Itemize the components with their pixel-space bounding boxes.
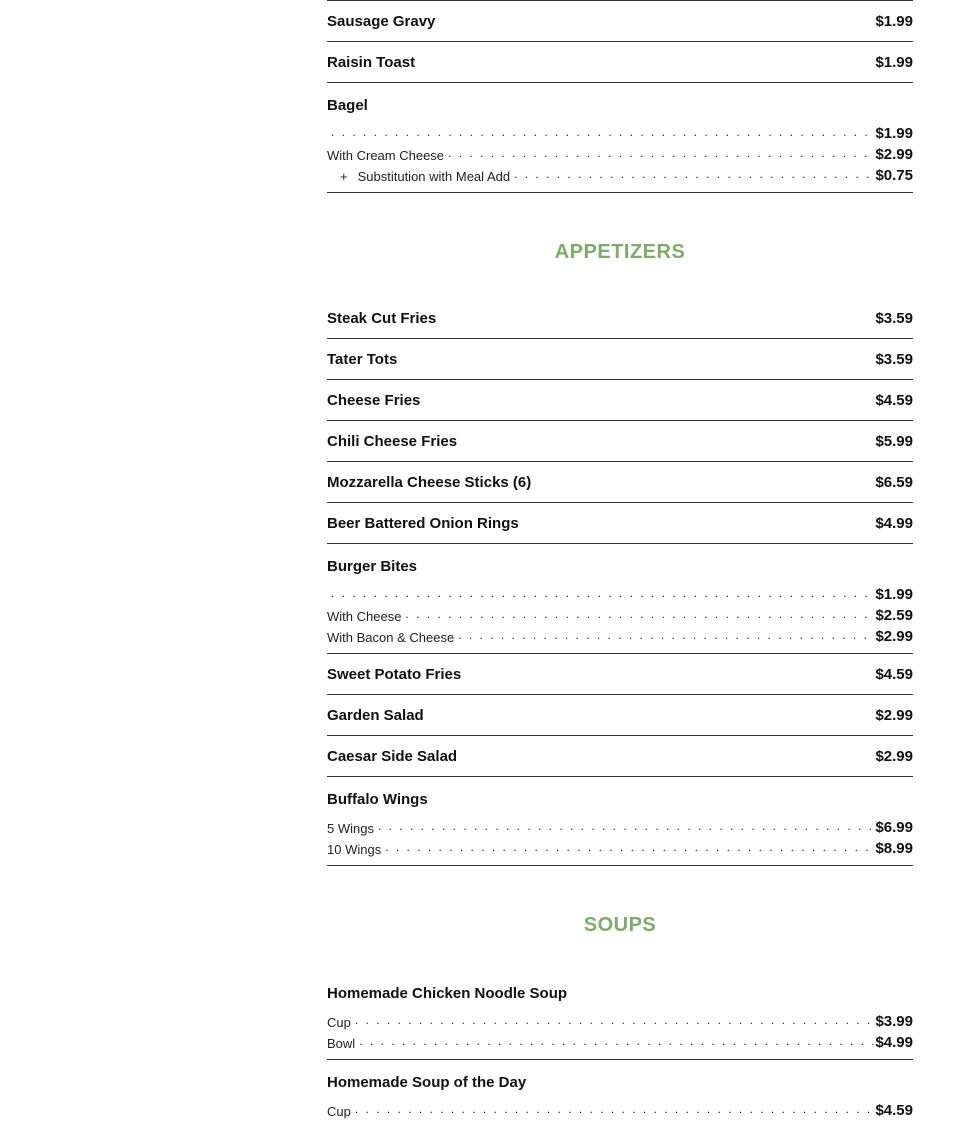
- option-row: [327, 142, 913, 163]
- item-name: Buffalo Wings: [327, 790, 428, 808]
- option-price: $3.99: [875, 1013, 913, 1030]
- menu-column: [327, 0, 913, 1127]
- item-name: Burger Bites: [327, 557, 418, 575]
- item-name: Beer Battered Onion Rings: [327, 514, 519, 532]
- menu-item-cheese-fries: [327, 380, 913, 421]
- dot-leader: [448, 146, 873, 160]
- item-name: Chili Cheese Fries: [327, 432, 458, 450]
- menu-item-sweet-potato-fries: [327, 654, 913, 695]
- menu-item-bagel: [327, 83, 913, 193]
- item-price: $3.59: [875, 350, 913, 368]
- dot-leader: [359, 1034, 873, 1048]
- item-name: Homemade Chicken Noodle Soup: [327, 984, 568, 1002]
- option-price: $1.99: [875, 125, 913, 142]
- menu-item-buffalo-wings: [327, 777, 913, 866]
- item-name: Garden Salad: [327, 706, 424, 724]
- item-name: Bagel: [327, 96, 368, 114]
- option-label: Bowl: [327, 1036, 356, 1051]
- menu-item-raisin-toast: [327, 42, 913, 83]
- item-name: Cheese Fries: [327, 391, 421, 409]
- option-row: [327, 1030, 913, 1051]
- dot-leader: [385, 840, 873, 854]
- item-price: $6.59: [875, 473, 913, 491]
- menu-item-soup-of-the-day: [327, 1060, 913, 1127]
- item-price: $1.99: [875, 12, 913, 30]
- menu-item-mozzarella-sticks: [327, 462, 913, 503]
- dot-leader: [514, 167, 873, 181]
- item-name: Homemade Soup of the Day: [327, 1073, 527, 1091]
- plus-icon: +: [340, 169, 348, 184]
- option-price: $2.99: [875, 146, 913, 163]
- dot-leader: [331, 586, 873, 600]
- item-price: $3.59: [875, 309, 913, 327]
- item-name: Caesar Side Salad: [327, 747, 458, 765]
- dot-leader: [378, 819, 873, 833]
- item-price: $4.99: [875, 514, 913, 532]
- option-label: 5 Wings: [327, 821, 374, 836]
- item-price: $2.99: [875, 706, 913, 724]
- dot-leader: [331, 125, 873, 139]
- option-price: $2.59: [875, 607, 913, 624]
- menu-item-chicken-noodle-soup: [327, 971, 913, 1060]
- dot-leader: [405, 607, 873, 621]
- menu-item-burger-bites: [327, 544, 913, 654]
- menu-item-chili-cheese-fries: [327, 421, 913, 462]
- option-row: [327, 1098, 913, 1119]
- menu-item-caesar-side-salad: [327, 736, 913, 777]
- section-title-soups: SOUPS: [583, 914, 657, 936]
- item-name: Tater Tots: [327, 350, 398, 368]
- item-price: $5.99: [875, 432, 913, 450]
- item-price: $1.99: [875, 53, 913, 71]
- item-name: Mozzarella Cheese Sticks (6): [327, 473, 532, 491]
- option-label: Cup: [327, 1015, 351, 1030]
- menu-item-steak-cut-fries: [327, 298, 913, 339]
- option-row: [327, 582, 913, 603]
- item-name: Raisin Toast: [327, 53, 416, 71]
- option-row: [327, 163, 913, 184]
- option-label: With Cream Cheese: [327, 148, 445, 163]
- option-price: $1.99: [875, 586, 913, 603]
- option-row: [327, 624, 913, 645]
- item-price: $4.59: [875, 665, 913, 683]
- option-price: $4.59: [875, 1102, 913, 1119]
- menu-item-garden-salad: [327, 695, 913, 736]
- option-price: $8.99: [875, 840, 913, 857]
- menu-item-tater-tots: [327, 339, 913, 380]
- menu-item-sausage-gravy: [327, 1, 913, 42]
- option-price: $0.75: [875, 167, 913, 184]
- option-label: With Bacon & Cheese: [327, 630, 455, 645]
- menu-item-onion-rings: [327, 503, 913, 544]
- dot-leader: [458, 628, 873, 642]
- option-label: With Cheese: [327, 609, 402, 624]
- option-price: $4.99: [875, 1034, 913, 1051]
- option-row: [327, 836, 913, 857]
- item-name: Sweet Potato Fries: [327, 665, 462, 683]
- option-label: 10 Wings: [327, 842, 382, 857]
- option-row: [327, 815, 913, 836]
- option-label: Substitution with Meal Add: [357, 169, 511, 184]
- option-price: $2.99: [875, 628, 913, 645]
- option-label-with-plus: [327, 169, 510, 184]
- option-row: [327, 121, 913, 142]
- item-price: $4.59: [875, 391, 913, 409]
- dot-leader: [355, 1102, 874, 1116]
- item-price: $2.99: [875, 747, 913, 765]
- item-name: Sausage Gravy: [327, 12, 436, 30]
- dot-leader: [355, 1013, 874, 1027]
- section-title-appetizers: APPETIZERS: [554, 241, 686, 263]
- item-name: Steak Cut Fries: [327, 309, 437, 327]
- option-row: [327, 1009, 913, 1030]
- option-label: Cup: [327, 1104, 351, 1119]
- option-row: [327, 603, 913, 624]
- option-price: $6.99: [875, 819, 913, 836]
